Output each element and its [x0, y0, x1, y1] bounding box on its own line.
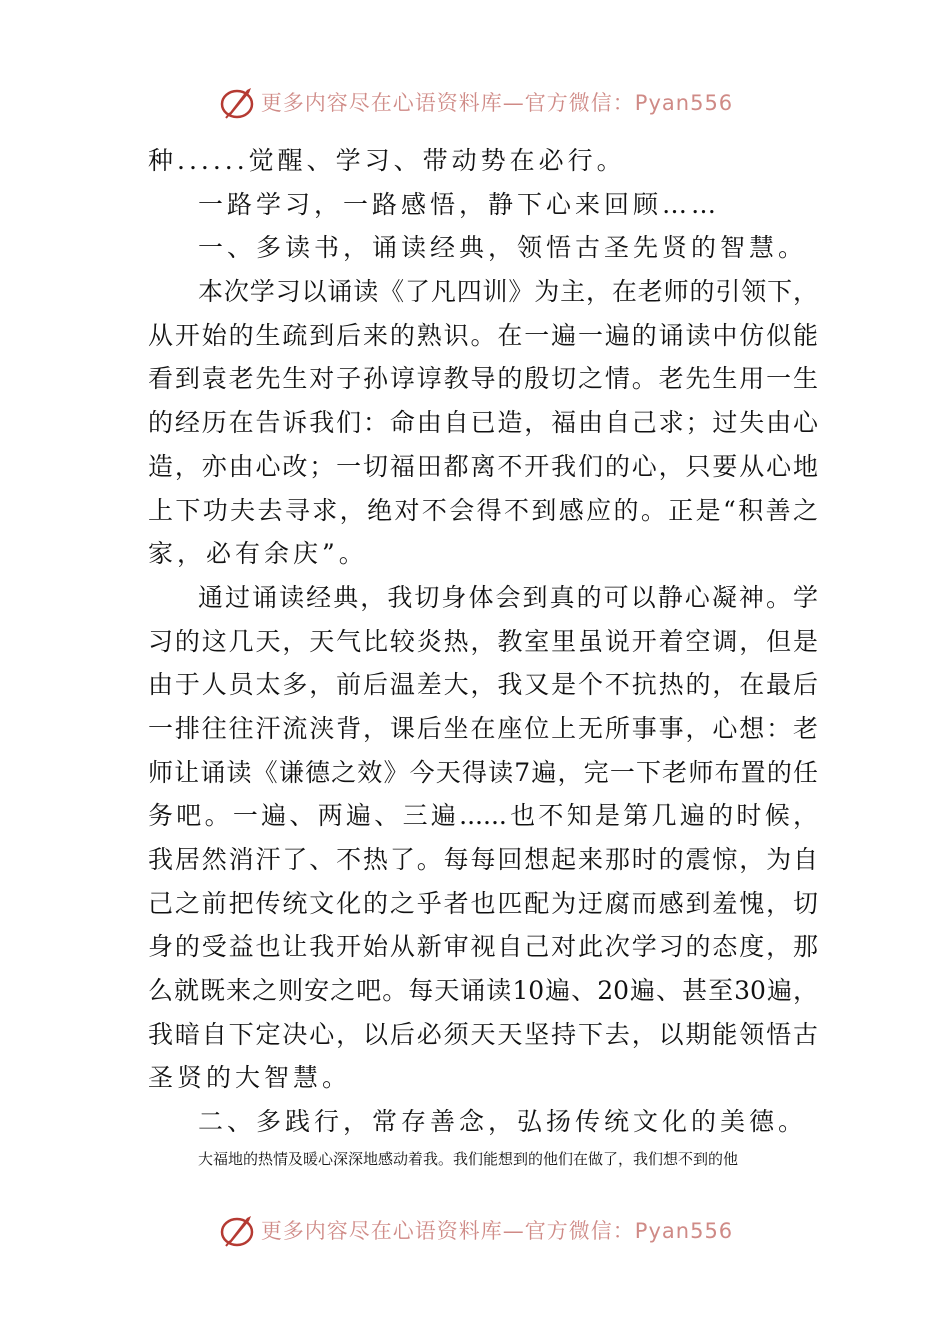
text-line: 造，亦由心改；一切福田都离不开我们的心，只要从心地	[148, 451, 818, 481]
text-line: 习的这几天，天气比较炎热，教室里虽说开着空调，但是	[148, 626, 818, 656]
text-line: 通过诵读经典，我切身体会到真的可以静心凝神。学	[198, 582, 818, 612]
text-line: 从开始的生疏到后来的熟识。在一遍一遍的诵读中仿似能	[148, 320, 818, 350]
text-line: 我暗自下定决心，以后必须天天坚持下去，以期能领悟古	[148, 1019, 818, 1049]
quill-pen-logo-icon	[217, 82, 257, 122]
text-line: 家，必有余庆”。	[148, 539, 368, 569]
section-heading-2: 二、多践行，常存善念，弘扬传统文化的美德。	[198, 1107, 808, 1137]
document-body	[148, 139, 818, 1144]
footer-watermark	[0, 1208, 950, 1252]
header-watermark	[0, 80, 950, 124]
watermark-text: 更多内容尽在心语资料库—官方微信：Pyan556	[260, 91, 734, 115]
text-line: 己之前把传统文化的之乎者也匹配为迂腐而感到羞愧，切	[148, 888, 818, 918]
text-line: 师让诵读《谦德之效》今天得读7遍，完一下老师布置的任	[148, 757, 818, 787]
text-line: 本次学习以诵读《了凡四训》为主，在老师的引领下，	[198, 277, 818, 307]
text-line: 的经历在告诉我们：命由自已造，福由自己求；过失由心	[148, 408, 818, 438]
text-line: 一排往往汗流浃背，课后坐在座位上无所事事，心想：老	[148, 713, 818, 743]
watermark-text: 更多内容尽在心语资料库—官方微信：Pyan556	[260, 1219, 734, 1243]
text-line: 圣贤的大智慧。	[148, 1063, 352, 1093]
text-line: 一路学习，一路感悟，静下心来回顾……	[198, 189, 721, 219]
text-line: 么就既来之则安之吧。每天诵读10遍、20遍、甚至30遍，	[148, 976, 818, 1006]
text-line: 上下功夫去寻求，绝对不会得不到感应的。正是“积善之	[148, 495, 818, 525]
text-line: 务吧。一遍、两遍、三遍......也不知是第几遍的时候，	[148, 801, 818, 831]
text-line: 我居然消汗了、不热了。每每回想起来那时的震惊，为自	[148, 845, 818, 874]
small-text-line: 大福地的热情及暖心深深地感动着我。我们能想到的他们在做了，我们想不到的他	[198, 1150, 739, 1168]
text-line: 看到袁老先生对子孙谆谆教导的殷切之情。老先生用一生	[148, 364, 818, 394]
text-line: 由于人员太多，前后温差大，我又是个不抗热的，在最后	[148, 670, 818, 700]
text-line: 种......觉醒、学习、带动势在必行。	[148, 146, 626, 175]
text-line: 身的受益也让我开始从新审视自己对此次学习的态度，那	[148, 932, 818, 962]
quill-pen-logo-icon	[217, 1210, 257, 1250]
section-heading-1: 一、多读书，诵读经典，领悟古圣先贤的智慧。	[198, 233, 808, 263]
